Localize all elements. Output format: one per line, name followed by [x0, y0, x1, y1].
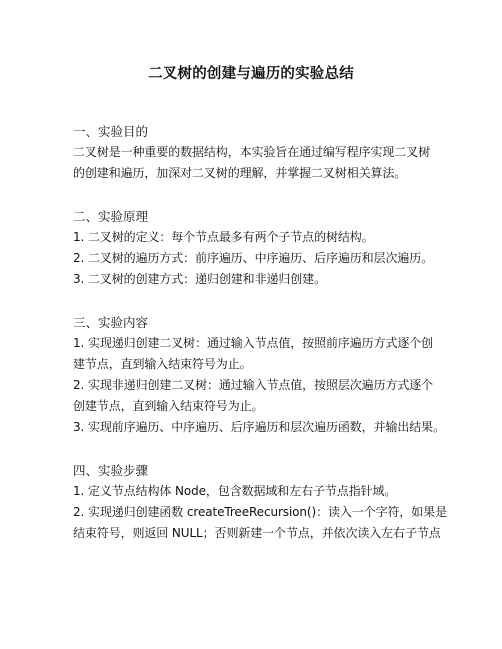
document-title: 二叉树的创建与遍历的实验总结 [148, 66, 354, 82]
paragraph-line: 1. 实现递归创建二叉树：通过输入节点值，按照前序遍历方式逐个创 [73, 336, 434, 350]
document-body [73, 121, 445, 566]
paragraph-line: 2. 二叉树的遍历方式：前序遍历、中序遍历、后序遍历和层次遍历。 [73, 251, 434, 265]
paragraph-line: 1. 二叉树的定义：每个节点最多有两个子节点的树结构。 [73, 230, 374, 244]
section-purpose [73, 121, 445, 184]
section-heading: 二、实验原理 [73, 209, 149, 224]
paragraph-line: 1. 定义节点结构体 Node，包含数据域和左右子节点指针域。 [73, 484, 397, 498]
paragraph-line: 结束符号，则返回 NULL；否则新建一个节点，并依次读入左右子节点 [73, 526, 441, 540]
paragraph-line: 2. 实现递归创建函数 createTreeRecursion()：读入一个字符，如果是 [73, 505, 447, 519]
section-principle [73, 206, 445, 290]
section-steps [73, 460, 445, 544]
paragraph-line: 3. 实现前序遍历、中序遍历、后序遍历和层次遍历函数，并输出结果。 [73, 420, 445, 434]
paragraph-line: 2. 实现非递归创建二叉树：通过输入节点值，按照层次遍历方式逐个 [73, 378, 434, 392]
paragraph-line: 二叉树是一种重要的数据结构，本实验旨在通过编写程序实现二叉树 [73, 145, 431, 159]
paragraph-line: 3. 二叉树的创建方式：递归创建和非递归创建。 [73, 272, 326, 286]
paragraph-line: 的创建和遍历，加深对二叉树的理解，并掌握二叉树相关算法。 [73, 166, 407, 180]
paragraph-line: 创建节点，直到输入结束符号为止。 [73, 399, 264, 413]
section-heading: 一、实验目的 [73, 124, 149, 139]
paragraph-line: 建节点，直到输入结束符号为止。 [73, 357, 252, 371]
section-content [73, 312, 445, 438]
section-heading: 三、实验内容 [73, 315, 149, 330]
section-heading: 四、实验步骤 [73, 463, 149, 478]
